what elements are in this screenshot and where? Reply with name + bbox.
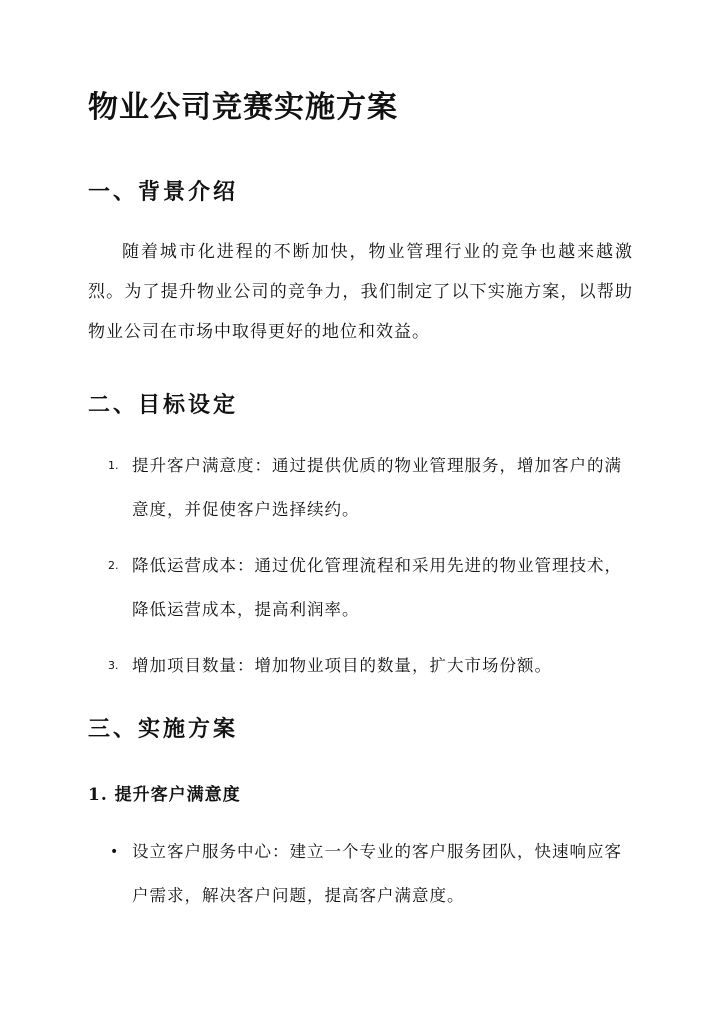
section-heading-plan: 三、实施方案 bbox=[88, 716, 239, 742]
section-heading-background: 一、背景介绍 bbox=[88, 179, 239, 205]
goal-item-text: 增加项目数量：增加物业项目的数量，扩大市场份额。 bbox=[132, 656, 552, 675]
list-number: 3. bbox=[108, 659, 119, 672]
plan-bullet-text: 设立客户服务中心：建立一个专业的客户服务团队，快速响应客户需求，解决客户问题，提高客户满意度。 bbox=[132, 842, 622, 905]
goal-item-text: 提升客户满意度：通过提供优质的物业管理服务，增加客户的满意度，并促使客户选择续约。 bbox=[132, 456, 622, 519]
document-title: 物业公司竞赛实施方案 bbox=[88, 90, 398, 125]
section-heading-goals: 二、目标设定 bbox=[88, 392, 239, 418]
subsection-heading: 1. 提升客户满意度 bbox=[88, 785, 241, 805]
background-paragraph: 随着城市化进程的不断加快，物业管理行业的竞争也越来越激烈。为了提升物业公司的竞争力，我们制定了以下实施方案，以帮助物业公司在市场中取得更好的地位和效益。 bbox=[88, 242, 633, 342]
bullet-icon: • bbox=[110, 844, 120, 860]
goal-item-1 bbox=[108, 444, 628, 532]
list-number: 1. bbox=[108, 459, 119, 472]
goal-item-2 bbox=[108, 544, 628, 632]
goal-item-text: 降低运营成本：通过优化管理流程和采用先进的物业管理技术，降低运营成本，提高利润率。 bbox=[132, 556, 622, 619]
goal-item-3 bbox=[108, 644, 628, 688]
plan-bullet-item bbox=[108, 830, 628, 918]
list-number: 2. bbox=[108, 559, 119, 572]
